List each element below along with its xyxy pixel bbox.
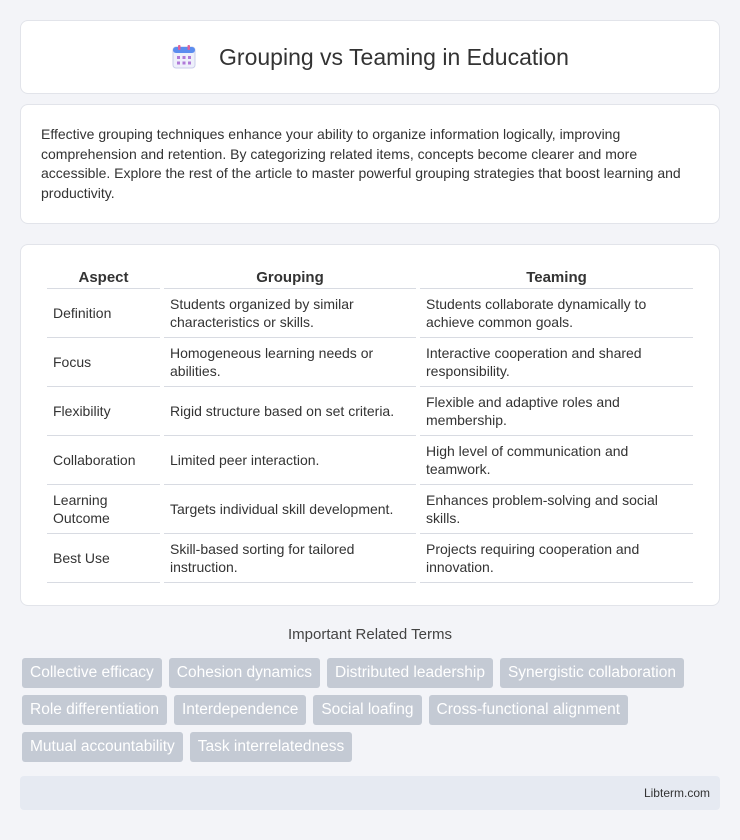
tag-link[interactable]: Cohesion dynamics — [169, 658, 320, 688]
page-title: Grouping vs Teaming in Education — [219, 43, 569, 70]
cell-aspect: Best Use — [47, 534, 160, 583]
tag-link[interactable]: Mutual accountability — [22, 732, 183, 762]
cell-grouping: Targets individual skill development. — [164, 485, 416, 534]
cell-aspect: Collaboration — [47, 436, 160, 485]
cell-teaming: Interactive cooperation and shared responsibility. — [420, 338, 693, 387]
cell-aspect: Focus — [47, 338, 160, 387]
table-row — [47, 485, 693, 534]
tag-link[interactable]: Task interrelatedness — [190, 732, 352, 762]
cell-teaming: High level of communication and teamwork. — [420, 436, 693, 485]
comparison-table — [43, 267, 697, 583]
tag-link[interactable]: Social loafing — [313, 695, 421, 725]
calendar-icon — [171, 44, 197, 70]
cell-aspect: Definition — [47, 289, 160, 338]
table-row — [47, 338, 693, 387]
comparison-table-card — [20, 244, 720, 606]
tag-link[interactable]: Synergistic collaboration — [500, 658, 684, 688]
footer-site-link[interactable]: Libterm.com — [643, 786, 710, 800]
cell-teaming: Enhances problem-solving and social skills. — [420, 485, 693, 534]
cell-grouping: Students organized by similar characteristics or skills. — [164, 289, 416, 338]
footer — [20, 776, 720, 810]
title-card — [20, 20, 720, 94]
related-terms-tags — [22, 658, 722, 762]
tag-link[interactable]: Cross-functional alignment — [429, 695, 629, 725]
header-aspect: Aspect — [47, 267, 160, 289]
cell-grouping: Rigid structure based on set criteria. — [164, 387, 416, 436]
table-row — [47, 387, 693, 436]
cell-grouping: Skill-based sorting for tailored instruction. — [164, 534, 416, 583]
cell-aspect: Flexibility — [47, 387, 160, 436]
cell-aspect: Learning Outcome — [47, 485, 160, 534]
tag-link[interactable]: Interdependence — [174, 695, 306, 725]
table-row — [47, 534, 693, 583]
tag-link[interactable]: Collective efficacy — [22, 658, 162, 688]
related-terms-title: Important Related Terms — [288, 626, 452, 643]
table-row — [47, 289, 693, 338]
related-terms-section — [0, 626, 740, 657]
table-header-row — [47, 267, 693, 289]
header-teaming: Teaming — [420, 267, 693, 289]
cell-teaming: Students collaborate dynamically to achieve common goals. — [420, 289, 693, 338]
cell-teaming: Projects requiring cooperation and innovation. — [420, 534, 693, 583]
tag-link[interactable]: Role differentiation — [22, 695, 167, 725]
cell-grouping: Limited peer interaction. — [164, 436, 416, 485]
intro-card — [20, 104, 720, 224]
intro-text: Effective grouping techniques enhance your ability to organize information logically, improving comprehension and retention. By categorizing related items, concepts become clearer and more accessible. Explore the rest of the article to master powerful grouping strategies that boost learning and productivity. — [41, 126, 681, 201]
table-row — [47, 436, 693, 485]
cell-teaming: Flexible and adaptive roles and membership. — [420, 387, 693, 436]
header-grouping: Grouping — [164, 267, 416, 289]
tag-link[interactable]: Distributed leadership — [327, 658, 493, 688]
cell-grouping: Homogeneous learning needs or abilities. — [164, 338, 416, 387]
